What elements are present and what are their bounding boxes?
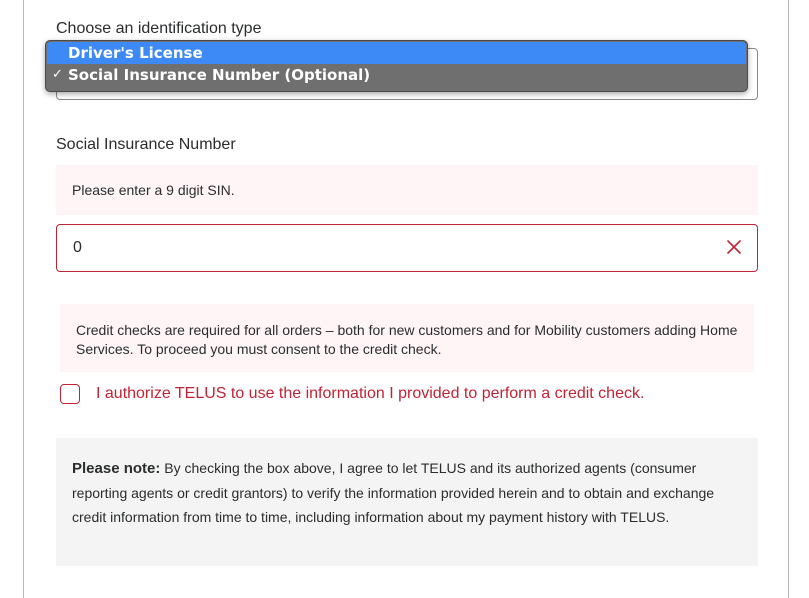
id-type-label: Choose an identification type <box>56 20 262 37</box>
dropdown-option-label: Driver's License <box>68 44 203 62</box>
credit-check-consent-row <box>60 384 760 406</box>
checkmark-icon: ✓ <box>52 67 63 82</box>
sin-input[interactable] <box>73 225 693 271</box>
close-icon[interactable] <box>727 240 741 254</box>
dropdown-option-label: Social Insurance Number (Optional) <box>68 66 371 84</box>
dropdown-option-sin[interactable] <box>47 64 746 86</box>
consent-label[interactable]: I authorize TELUS to use the information I provided to perform a credit check. <box>96 385 645 402</box>
sin-input-field <box>56 224 758 272</box>
credit-check-info: Credit checks are required for all orders – both for new customers and for Mobility customers adding Home Services. To proceed you must consent to the credit check. <box>60 304 754 372</box>
note-body: By checking the box above, I agree to let TELUS and its authorized agents (consumer reporting agents or credit grantors) to verify the information provided herein and to obtain and exchange credit information from time to time, including information about my payment history with TELUS. <box>72 460 715 525</box>
please-note-box <box>56 438 758 566</box>
sin-label: Social Insurance Number <box>56 136 236 153</box>
id-type-dropdown-menu <box>45 40 748 92</box>
consent-checkbox[interactable] <box>60 384 80 404</box>
note-heading: Please note: <box>72 460 161 477</box>
dropdown-option-drivers-license[interactable] <box>47 42 746 64</box>
sin-error-message: Please enter a 9 digit SIN. <box>56 165 758 215</box>
